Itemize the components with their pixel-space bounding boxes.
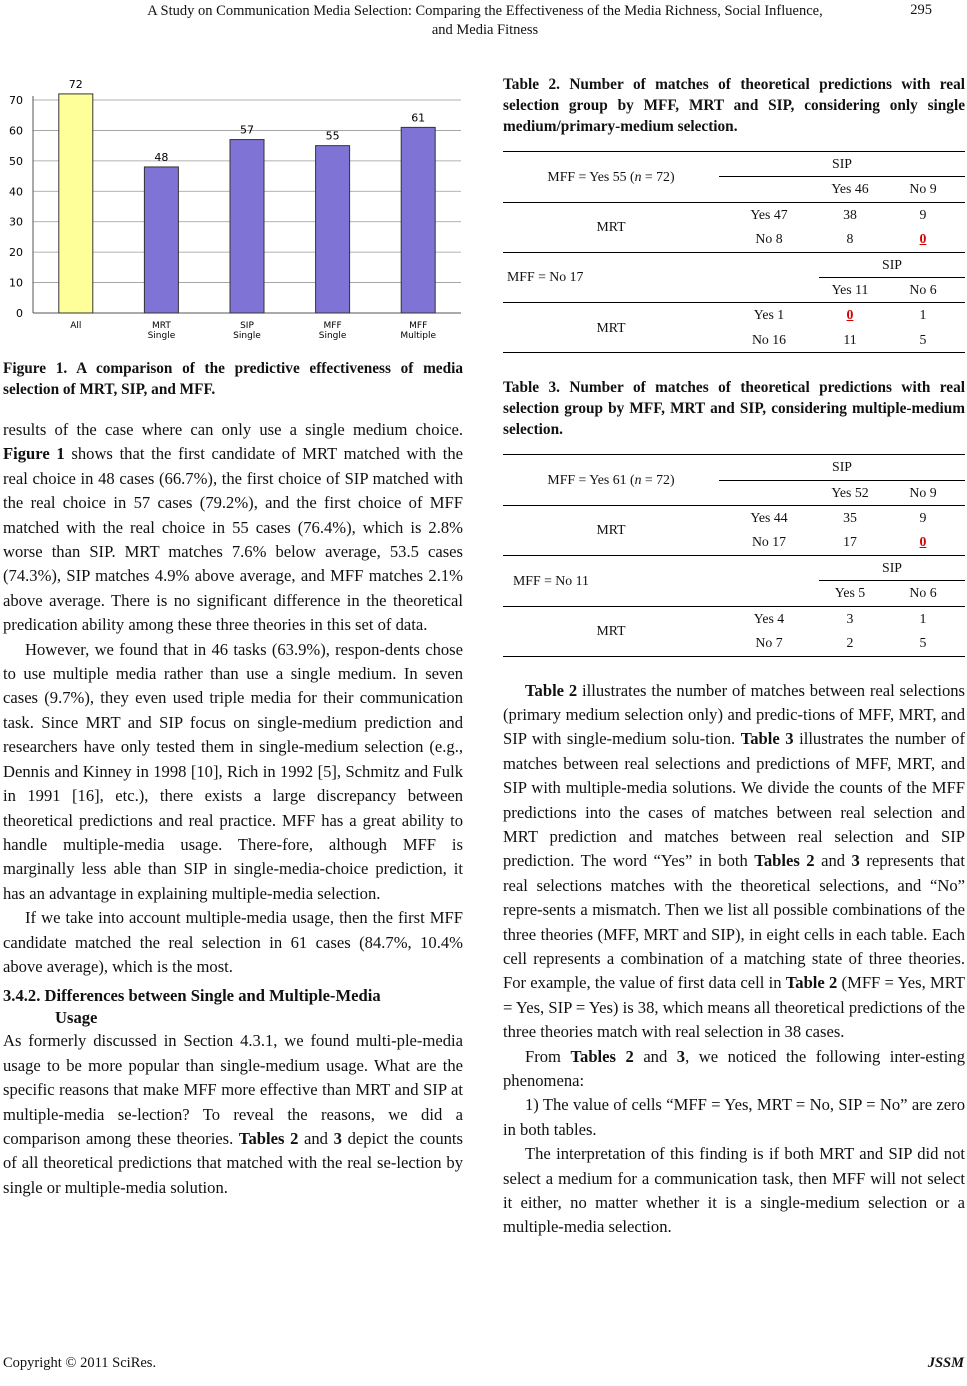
table-row	[503, 202, 965, 227]
x-category-label: MFF	[409, 321, 428, 331]
table2-sip-yes-2: Yes 11	[831, 282, 869, 298]
header-title-line1: A Study on Communication Media Selection: Comparing the Effectiveness of the Media Richness, Social Influence,	[147, 3, 823, 19]
table3-sip-yes: Yes 52	[831, 484, 869, 500]
figure1-caption-text: A comparison of the predictive effectiveness of media selection of MRT, SIP, and MFF.	[3, 360, 464, 398]
y-tick-label: 0	[16, 307, 23, 320]
right-p2-text-b: , we noticed the following inter-esting phenomena:	[503, 1046, 966, 1090]
table3-reference: Table 3	[740, 729, 794, 749]
bar-value-label: 57	[240, 123, 254, 137]
table3-sip-yes-2: Yes 5	[834, 585, 866, 601]
table3-cell: 5	[919, 635, 927, 651]
page-number: 295	[910, 2, 932, 18]
right-paragraph-2	[503, 1045, 965, 1094]
table3-cell: 3	[846, 610, 854, 626]
section-heading-3-4-2	[3, 985, 463, 1029]
section-heading-line1: 3.4.2. Differences between Single and Multiple-Media	[3, 986, 381, 1006]
x-category-label: Multiple	[400, 331, 437, 341]
table2-sip-no: No 9	[881, 177, 965, 202]
table-row	[503, 303, 965, 328]
left-p1-text-a: results of the case where can only use a single medium choice.	[3, 420, 463, 439]
left-paragraph-3: If we take into account multiple-media usage, then the first MFF candidate matched the real selection in 61 cases (84.7%, 10.4% above average), which is the most.	[3, 908, 463, 976]
table3	[503, 454, 965, 656]
x-category-label: SIP	[240, 321, 254, 331]
table-row	[503, 252, 965, 277]
left-paragraph-1	[3, 418, 463, 638]
y-tick-label: 50	[9, 154, 23, 168]
left-column	[3, 68, 463, 1200]
table2-mff-yes-label: MFF = Yes 55 (n = 72)	[547, 168, 675, 184]
bar	[230, 140, 264, 313]
table3-caption: Table 3. Number of matches of theoretical predictions with real selection group by MFF, MRT and SIP, considering multiple-medium selection.	[503, 379, 965, 439]
tables2-reference-2: Tables 2	[570, 1046, 634, 1066]
figure1-reference: Figure 1	[3, 444, 65, 464]
x-category-label: All	[70, 321, 82, 331]
right-column	[503, 74, 965, 1240]
table2-cell: 5	[919, 331, 927, 347]
table2-mff-no-label: MFF = No 17	[507, 269, 584, 285]
table3-reference-3: 3	[676, 1046, 686, 1066]
y-tick-label: 30	[9, 215, 23, 229]
x-category-label: Single	[318, 331, 347, 341]
right-p2-and: and	[643, 1046, 668, 1066]
header-title-line2: and Media Fitness	[431, 22, 539, 38]
x-category-label: Single	[233, 331, 261, 341]
table3-cell: 1	[919, 610, 927, 626]
table3-mrt-yes-2: Yes 4	[753, 610, 785, 626]
table2-mrt-yes: Yes 47	[750, 206, 788, 222]
left-paragraph-2: However, we found that in 46 tasks (63.9%), respon-dents chose to use multiple media rather than use a single medium. In seven cases (9.7%), they even used triple media for their communication task. Since MRT and SIP focus on single-medium prediction and researchers have only tested them in single-medium selection (e.g., Dennis and Kinney in 1998 [10], Rich in 1992 [5], Schmitz and Fulk in 1991 [16], etc.), there exists a large discrepancy between theoretical predictions and real practice. MFF has a great ability to handle multiple-media usage. There-fore, although MFF is marginally less able than SIP in single-media-choice prediction, it has an advantage in explaining multiple-media selection.	[3, 639, 463, 903]
table-row	[503, 606, 965, 631]
table3-cell: 9	[919, 510, 927, 526]
y-tick-label: 40	[9, 185, 23, 199]
table2-sip-yes: Yes 46	[831, 181, 869, 197]
table2-cell: 11	[843, 331, 857, 347]
right-paragraph-1	[503, 679, 965, 1045]
copyright-text: Copyright © 2011 SciRes.	[3, 1355, 157, 1371]
table2-cell: 38	[843, 206, 857, 222]
bar-value-label: 61	[411, 111, 426, 125]
table2-reference: Table 2	[525, 680, 578, 700]
table3-mrt-no: No 17	[751, 534, 787, 550]
table2-highlight-cell: 0	[919, 231, 927, 247]
table2-sip-header: SIP	[719, 152, 965, 177]
right-p1-text-d: (MFF = Yes, MRT = Yes, SIP = Yes) is 38, which means all theoretical predictions of the three theories match with real selection in 38 cases.	[503, 973, 965, 1042]
table3-mrt-label: MRT	[596, 522, 626, 538]
table2-mrt-yes-2: Yes 1	[753, 307, 785, 323]
table2-sip-no-2: No 6	[909, 282, 937, 298]
table3-cell: 2	[846, 635, 854, 651]
right-p1-text-c: represents that real selections matches with the theoretical selections, and “No” repre-sents a mismatch. Then we list all possible combinations of the three theories (MFF, MRT and SIP), in eight cells in each table. Each cell represents a combination of a matching state of three theories. For example, the value of first data cell in	[503, 851, 965, 993]
table3-mff-no-label: MFF = No 11	[513, 572, 589, 588]
bar-value-label: 55	[325, 129, 340, 143]
table2-caption: Table 2. Number of matches of theoretical predictions with real selection group by MFF, MRT and SIP, considering only single medium/primary-medium selection.	[503, 76, 965, 135]
table2	[503, 151, 965, 353]
right-p1-text-b: illustrates the number of matches between real selections and predictions of MFF, MRT, and SIP with multiple-media solutions. We divide the counts of the MFF predictions into the cases of matches between real selection and MRT prediction and matches between real selection and SIP prediction. The word “Yes” in both	[503, 729, 965, 871]
bar	[401, 127, 435, 313]
y-tick-label: 70	[9, 94, 23, 107]
bar-value-label: 72	[68, 77, 83, 91]
y-tick-label: 20	[9, 246, 23, 260]
tables2-reference: Tables 2	[238, 1128, 299, 1148]
table3-mrt-no-2: No 7	[755, 635, 783, 651]
bar	[59, 94, 93, 313]
tables2-reference: Tables 2	[754, 851, 815, 871]
right-p1-and: and	[821, 851, 846, 871]
table2-cell: 9	[919, 206, 927, 222]
y-tick-label: 10	[9, 276, 23, 290]
table3-cell: 17	[843, 534, 857, 550]
table-row	[503, 152, 965, 177]
table2-mrt-no: No 8	[755, 231, 783, 247]
table-row	[503, 555, 965, 580]
table-row	[503, 506, 965, 531]
right-paragraph-4: The interpretation of this finding is if both MRT and SIP did not select a medium for a communication task, then MFF will not select it either, no matter whether it is a single-medium selection or a multiple-media selection.	[503, 1144, 965, 1237]
table2-sip-header-2: SIP	[819, 252, 965, 277]
table3-reference-2: 3	[851, 851, 860, 871]
x-category-label: MFF	[323, 321, 342, 331]
table3-cell: 35	[843, 510, 857, 526]
left-paragraph-4	[3, 1029, 463, 1200]
page-footer	[3, 1355, 964, 1372]
table2-cell: 1	[919, 307, 927, 323]
table3-mrt-label-2: MRT	[596, 622, 626, 638]
x-category-label: MRT	[151, 321, 171, 331]
table3-sip-no-2: No 6	[909, 585, 937, 601]
bar-value-label: 48	[154, 150, 169, 164]
table2-mrt-label-2: MRT	[596, 319, 626, 335]
table3-highlight-cell: 0	[919, 534, 927, 550]
table3-sip-header-2: SIP	[819, 555, 965, 580]
table2-cell: 8	[846, 231, 854, 247]
table2-mrt-label: MRT	[596, 219, 626, 235]
x-category-label: Single	[147, 331, 176, 341]
right-p1-text-a: illustrates the number of matches between real selections (primary medium selection only) and predic-tions of MFF, MRT, and SIP with single-medium solu-tion.	[503, 680, 965, 749]
table2-highlight-cell-2: 0	[846, 307, 854, 323]
table2-reference-2: Table 2	[785, 973, 838, 993]
journal-abbrev: JSSM	[927, 1355, 964, 1371]
figure1-bar-chart	[3, 68, 463, 348]
table-row	[503, 455, 965, 480]
left-p4-and: and	[304, 1128, 328, 1148]
y-tick-label: 60	[9, 124, 23, 138]
figure1-label: Figure 1.	[3, 360, 68, 377]
table3-reference: 3	[333, 1128, 342, 1148]
left-p4-text-a: As formerly discussed in Section 4.3.1, we found multi-ple-media usage to be more popular than single-medium usage. What are the specific reasons that make MFF more effective than MRT and SIP at multiple-media se-lection? To reveal the reasons, we did a comparison among these theories.	[3, 1031, 463, 1148]
table3-sip-header: SIP	[719, 455, 965, 480]
table2-mrt-no-2: No 16	[751, 331, 787, 347]
running-header	[40, 2, 930, 40]
left-p1-text-b: shows that the first candidate of MRT matched with the real choice in 48 cases (66.7%), the first choice of SIP matched with the real choice in 57 cases (79.2%), and the first choice of MFF matched with the real choice in 55 cases (76.4%), which is 2.8% worse than SIP. MRT matches 7.6% below average, 53.5 cases (74.3%), SIP matches 4.9% above average, and MFF matches 2.1% above average. There is no significant difference in the theoretical predication ability among these three theories in this set of data.	[3, 444, 463, 635]
bar	[316, 146, 350, 313]
left-p4-text-b: depict the counts of all theoretical predictions that matched with the real se-lection by single or multiple-media solution.	[3, 1128, 463, 1197]
table3-mrt-yes: Yes 44	[750, 510, 788, 526]
section-heading-line2: Usage	[55, 1008, 98, 1028]
right-paragraph-3: 1) The value of cells “MFF = Yes, MRT = No, SIP = No” are zero in both tables.	[503, 1095, 965, 1139]
table3-sip-no: No 9	[909, 484, 937, 500]
bar	[144, 167, 178, 313]
figure1-caption	[3, 358, 463, 400]
table3-mff-yes-label: MFF = Yes 61 (n = 72)	[547, 471, 675, 487]
right-p2-text-a: From	[525, 1046, 561, 1066]
